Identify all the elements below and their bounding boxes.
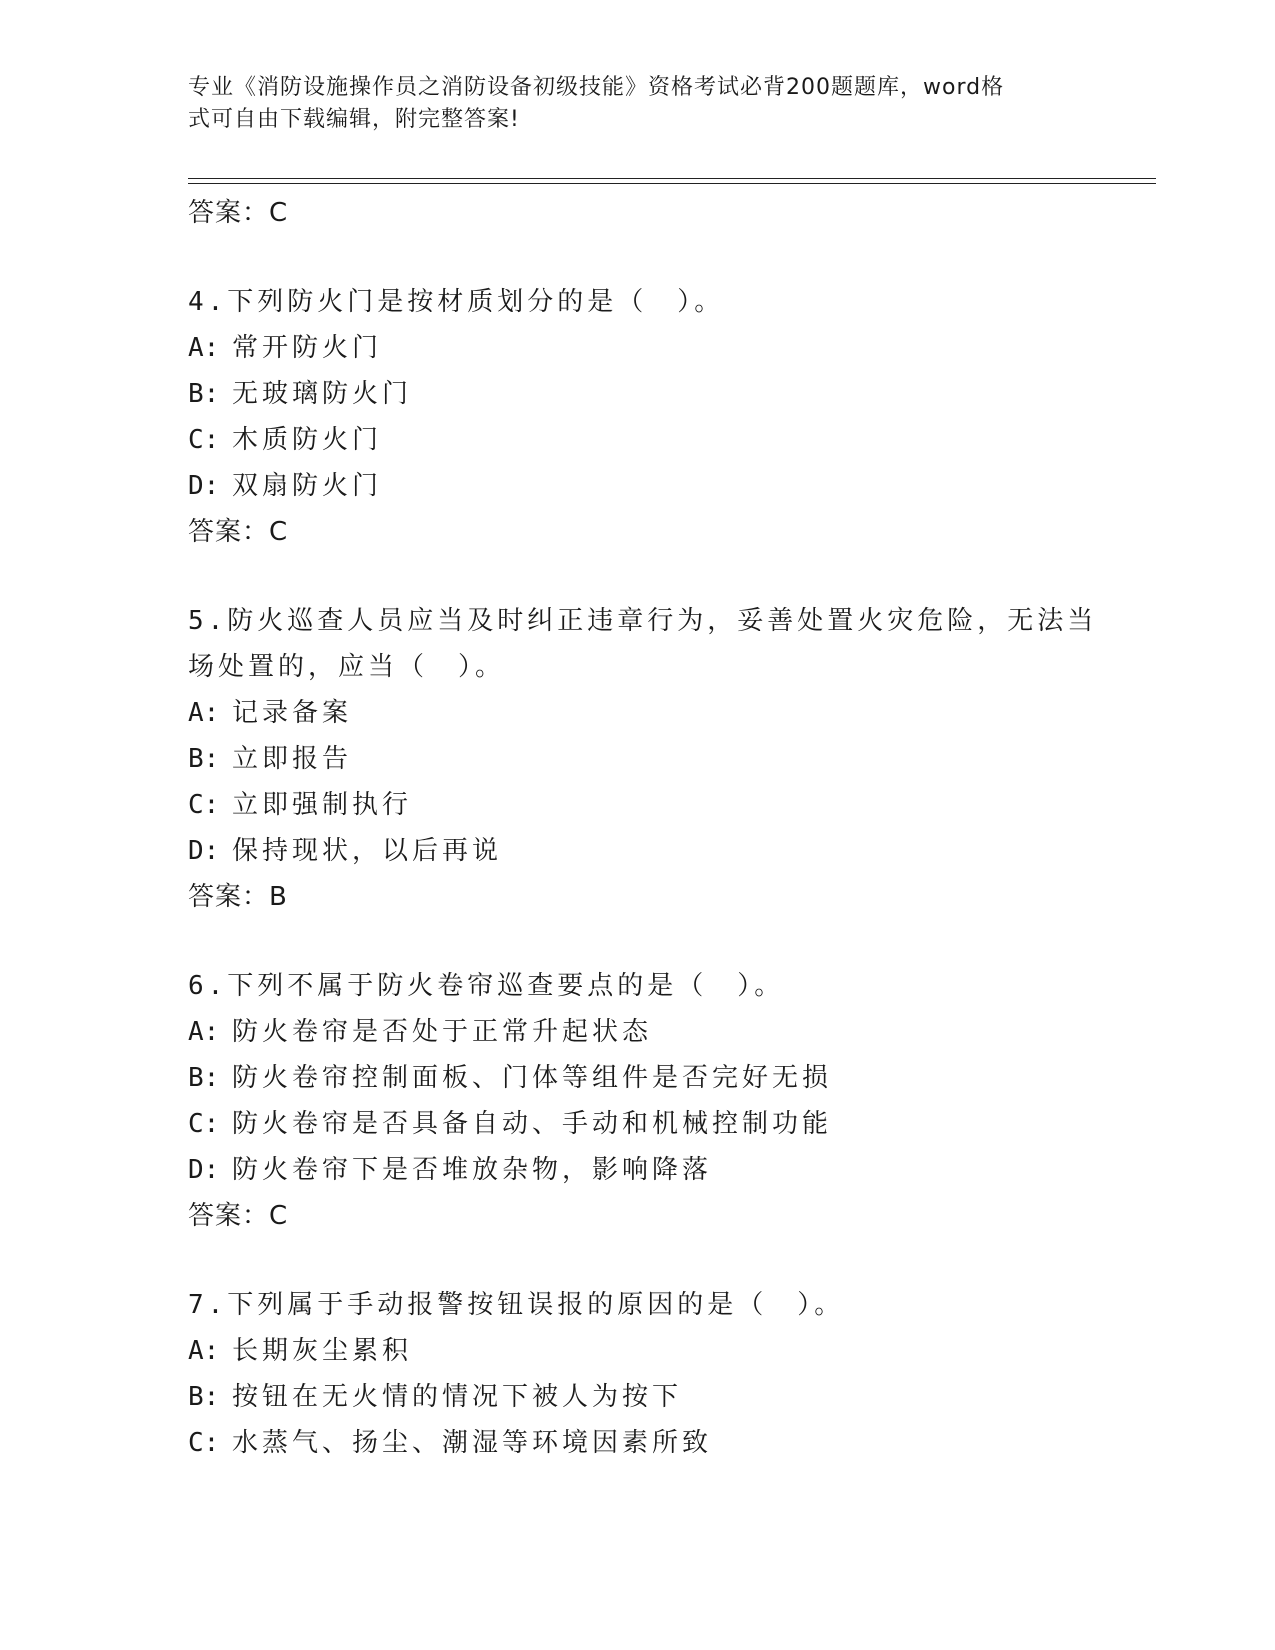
question-text: 7.下列属于手动报警按钮误报的原因的是（ ）。 <box>188 1290 845 1320</box>
question-item <box>188 279 1108 555</box>
option-d: D: 防火卷帘下是否堆放杂物，影响降落 <box>188 1155 713 1185</box>
option-c: C: 木质防火门 <box>188 425 383 455</box>
option-b: B: 按钮在无火情的情况下被人为按下 <box>188 1382 683 1412</box>
document-header <box>188 72 1068 136</box>
answer-line: 答案：C <box>188 198 289 228</box>
option-d: D: 保持现状，以后再说 <box>188 836 503 866</box>
header-divider-top <box>188 178 1156 179</box>
answer-line: 答案：C <box>188 1201 289 1231</box>
header-line-1: 专业《消防设施操作员之消防设备初级技能》资格考试必背200题题库，word格 <box>188 75 1005 100</box>
answer-line: 答案：B <box>188 882 288 912</box>
option-a: A: 记录备案 <box>188 698 353 728</box>
question-item <box>188 963 1108 1239</box>
question-list <box>188 190 1108 1466</box>
question-text: 5.防火巡查人员应当及时纠正违章行为，妥善处置火灾危险，无法当场处置的，应当（ ）。 <box>188 606 1098 682</box>
question-item <box>188 1282 1108 1466</box>
question-item <box>188 598 1108 920</box>
option-b: B: 防火卷帘控制面板、门体等组件是否完好无损 <box>188 1063 833 1093</box>
option-d: D: 双扇防火门 <box>188 471 383 501</box>
question-text: 6.下列不属于防火卷帘巡查要点的是（ ）。 <box>188 971 785 1001</box>
answer-line: 答案：C <box>188 517 289 547</box>
header-divider-bottom <box>188 183 1156 184</box>
header-line-2: 式可自由下载编辑，附完整答案! <box>188 107 520 132</box>
option-b: B: 立即报告 <box>188 744 353 774</box>
option-a: A: 常开防火门 <box>188 333 383 363</box>
option-b: B: 无玻璃防火门 <box>188 379 413 409</box>
option-a: A: 长期灰尘累积 <box>188 1336 413 1366</box>
question-text: 4.下列防火门是按材质划分的是（ ）。 <box>188 287 725 317</box>
option-c: C: 防火卷帘是否具备自动、手动和机械控制功能 <box>188 1109 833 1139</box>
option-c: C: 水蒸气、扬尘、潮湿等环境因素所致 <box>188 1428 713 1458</box>
option-c: C: 立即强制执行 <box>188 790 413 820</box>
option-a: A: 防火卷帘是否处于正常升起状态 <box>188 1017 653 1047</box>
